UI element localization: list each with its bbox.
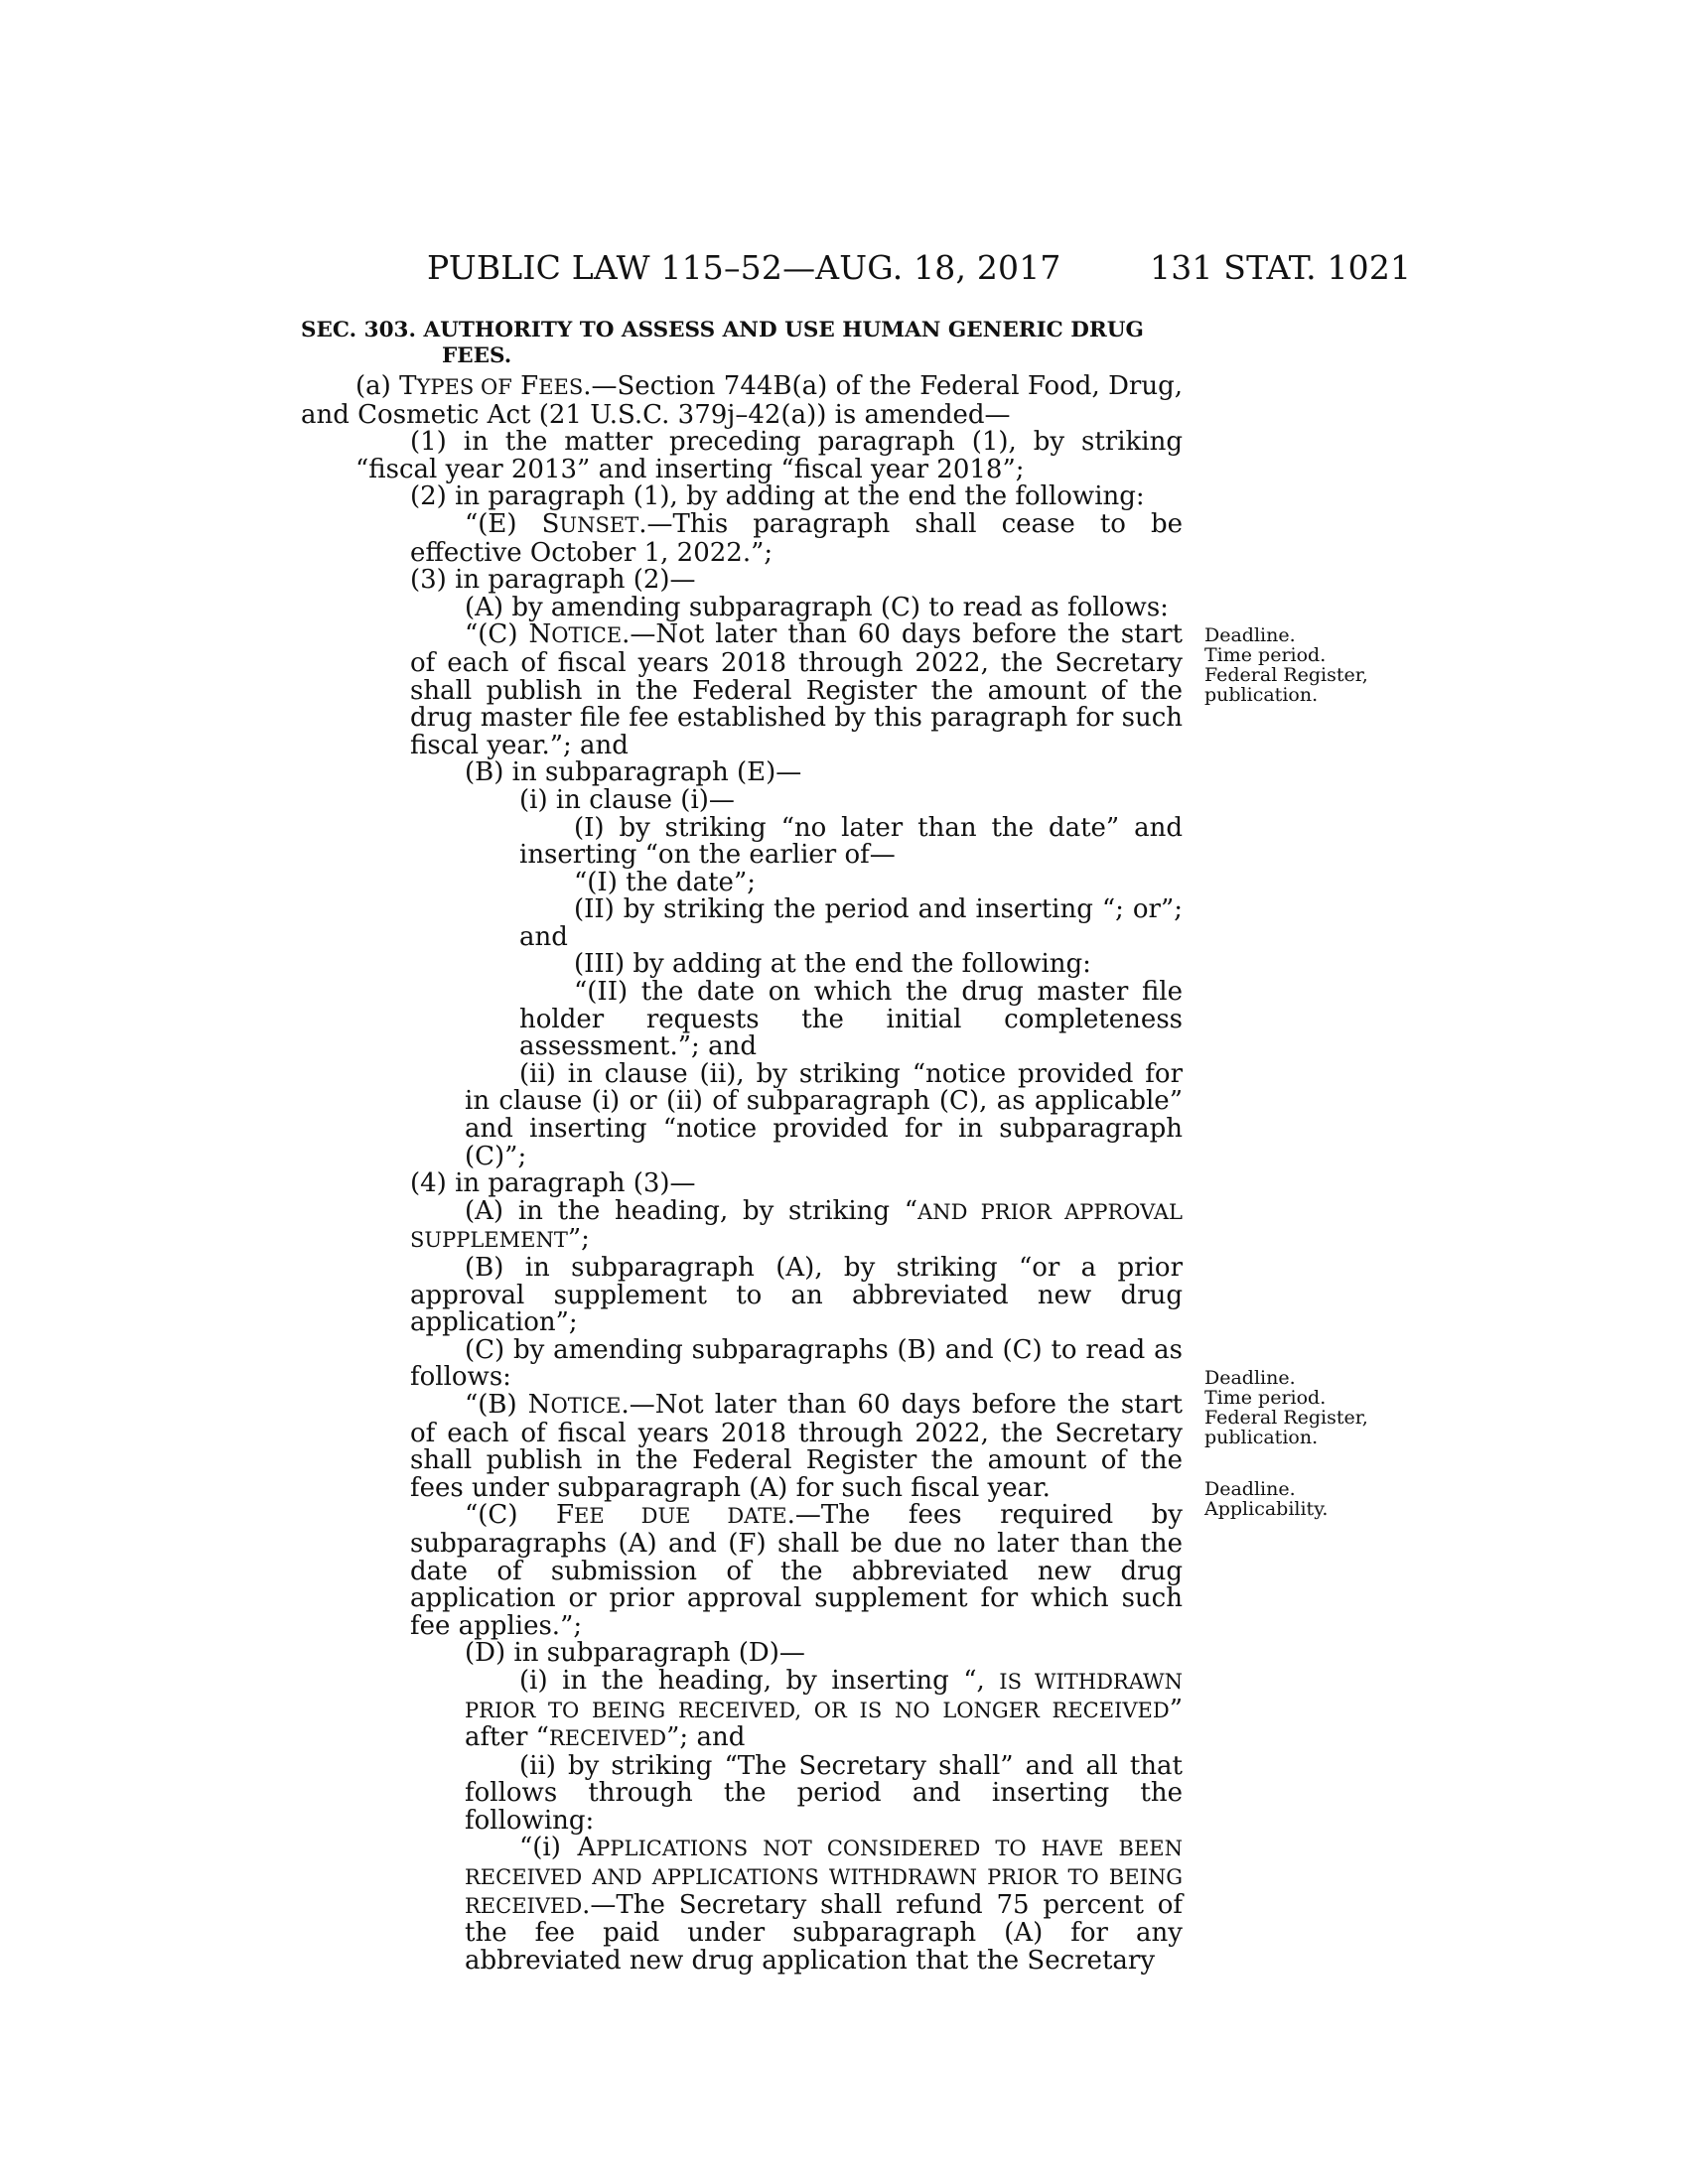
margin-note-line: Deadline.	[1204, 1478, 1296, 1500]
section-heading	[301, 318, 1183, 369]
margin-note-2	[1204, 1368, 1368, 1447]
para-4-a: (A) in the heading, by striking “AND PRIOR APPROVAL SUPPLEMENT”;	[410, 1195, 1183, 1255]
margin-note-line: Deadline.	[1204, 1367, 1296, 1389]
margin-note-line: Deadline.	[1204, 624, 1296, 646]
para-2-e: “(E) SUNSET.—This paragraph shall cease to be effective October 1, 2022.”;	[410, 508, 1183, 568]
para-3-b-i-III-quote: “(II) the date on which the drug master file holder requests the initial completeness assessment.”; and	[519, 977, 1183, 1062]
para-3-b-ii: (ii) in clause (ii), by striking “notice provided for in clause (i) or (ii) of subparagraph (C), as applicable” and inserting “notice provided for in subparagraph (C)”;	[465, 1058, 1183, 1171]
para-4-c-b-notice: “(B) NOTICE.—Not later than 60 days before the start of each of fiscal years 2018 through 2022, the Secretary shall publish in the Federal Register the amount of the fees under subparagraph (A) for such fiscal year.	[410, 1389, 1183, 1503]
para-3-b-i-I-quote: “(I) the date”;	[574, 867, 756, 897]
para-1: (1) in the matter preceding paragraph (1), by striking “fiscal year 2013” and inserting “fiscal year 2018”;	[355, 427, 1183, 484]
margin-note-3	[1204, 1479, 1328, 1519]
para-3-b: (B) in subparagraph (E)—	[465, 757, 802, 788]
para-4: (4) in paragraph (3)—	[410, 1168, 696, 1199]
margin-note-line: publication.	[1204, 684, 1319, 706]
para-4-d-i: (i) in the heading, by inserting “, IS WITHDRAWN PRIOR TO BEING RECEIVED, OR IS NO LONGER RECEIVED” after “RECEIVED”; and	[465, 1665, 1183, 1753]
para-4-d-ii-quote: “(i) APPLICATIONS NOT CONSIDERED TO HAVE BEEN RECEIVED AND APPLICATIONS WITHDRAWN PRIOR TO BEING RECEIVED.—The Secretary shall refund 75 percent of the fee paid under subparagraph (A) for any abbreviated new drug application that the Secretary	[465, 1833, 1183, 1976]
para-3-b-i: (i) in clause (i)—	[519, 784, 735, 815]
para-3: (3) in paragraph (2)—	[410, 565, 696, 596]
margin-note-line: Applicability.	[1204, 1498, 1329, 1520]
margin-note-line: publication.	[1204, 1427, 1319, 1448]
margin-note-1	[1204, 625, 1368, 705]
para-4-d-ii: (ii) by striking “The Secretary shall” and all that follows through the period and inserting the following:	[465, 1750, 1183, 1836]
para-3-b-i-III: (III) by adding at the end the following:	[574, 949, 1091, 980]
para-4-c-c-fee-due: “(C) FEE DUE DATE.—The fees required by subparagraphs (A) and (F) shall be due no later than the date of submission of the abbreviated new drug application or prior approval supplement for which such fee applies.”;	[410, 1500, 1183, 1641]
para-3-b-i-II: (II) by striking the period and inserting “; or”; and	[519, 894, 1183, 952]
para-2: (2) in paragraph (1), by adding at the end the following:	[410, 481, 1145, 512]
section-heading-line2: FEES.	[442, 343, 512, 368]
page-header-law: PUBLIC LAW 115–52—AUG. 18, 2017	[427, 248, 1061, 287]
para-3-a: (A) by amending subparagraph (C) to read as follows:	[465, 592, 1169, 622]
para-3-b-i-I: (I) by striking “no later than the date” and inserting “on the earlier of—	[519, 812, 1183, 871]
page-header-stat: 131 STAT. 1021	[1150, 248, 1412, 287]
margin-note-line: Time period.	[1204, 644, 1327, 666]
para-3-c-notice: “(C) NOTICE.—Not later than 60 days before the start of each of fiscal years 2018 through 2022, the Secretary shall publish in the Federal Register the amount of the drug master file fee established by this paragraph for such fiscal year.”; and	[410, 619, 1183, 760]
para-4-b: (B) in subparagraph (A), by striking “or a prior approval supplement to an abbreviated new drug application”;	[410, 1253, 1183, 1338]
para-4-c: (C) by amending subparagraphs (B) and (C) to read as follows:	[410, 1334, 1183, 1393]
margin-note-line: Federal Register,	[1204, 1407, 1368, 1429]
body-text	[301, 373, 1183, 1975]
para-a: (a) TYPES OF FEES.—Section 744B(a) of the Federal Food, Drug, and Cosmetic Act (21 U.S.C. 379j–42(a)) is amended—	[301, 371, 1183, 430]
section-heading-line1: SEC. 303. AUTHORITY TO ASSESS AND USE HUMAN GENERIC DRUG	[301, 318, 1144, 342]
margin-note-line: Time period.	[1204, 1387, 1327, 1409]
margin-note-line: Federal Register,	[1204, 664, 1368, 686]
para-4-d: (D) in subparagraph (D)—	[465, 1638, 805, 1669]
